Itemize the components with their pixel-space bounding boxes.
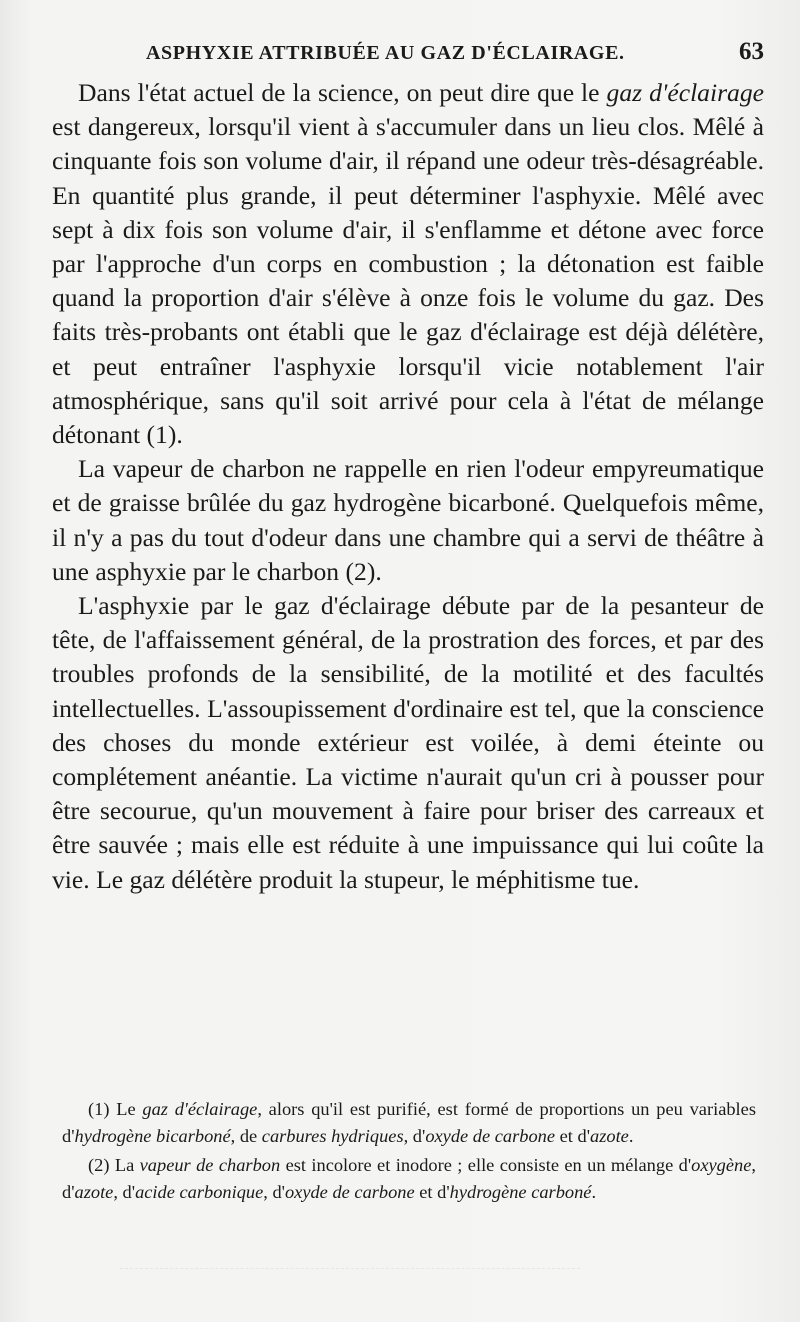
text-run: . — [628, 1125, 634, 1146]
text-run: . — [591, 1181, 597, 1202]
footnote — [62, 1152, 756, 1205]
text-run: , alors qu'il est purifié, est formé de proportions un peu variables d' — [62, 1099, 756, 1146]
paragraph — [52, 589, 764, 897]
text-run: La vapeur de charbon ne rappelle en rien l'odeur empyreumatique et de graisse brûlée du gaz hydrogène bicarboné. Quelquefois même, il n'y a pas du tout d'odeur dans une chambre qui a servi de théâtre à une asphyxie par le charbon (2). — [52, 454, 764, 586]
text-run: , de — [230, 1125, 262, 1146]
footnotes — [62, 1096, 756, 1209]
bleed-through-shadow — [120, 1268, 580, 1287]
text-run: est dangereux, lorsqu'il vient à s'accumuler dans un lieu clos. Mêlé à cinquante fois son volume d'air, il répand une odeur très-désagréable. En quantité plus grande, il peut déterminer l'asphyxie. Mêlé avec sept à dix fois son volume d'air, il s'enflamme et détone avec force par l'approche d'un corps en combustion ; la détonation est faible quand la proportion d'air s'élève à onze fois le volume du gaz. Des faits très-probants ont établi que le gaz d'éclairage est déjà délétère, et peut entraîner l'asphyxie lorsqu'il vicie notablement l'air atmosphérique, sans qu'il soit arrivé pour cela à l'état de mélange détonant (1). — [52, 112, 764, 450]
italic-text: gaz d'éclairage — [142, 1099, 258, 1119]
italic-text: azote — [74, 1181, 114, 1202]
italic-text: azote — [590, 1125, 629, 1146]
paragraph — [52, 76, 764, 452]
text-run: , d' — [62, 1155, 756, 1202]
italic-text: acide carbonique — [135, 1181, 264, 1202]
text-run: (1) Le — [88, 1099, 143, 1119]
text-run: et d' — [555, 1125, 591, 1146]
running-title: ASPHYXIE ATTRIBUÉE AU GAZ D'ÉCLAIRAGE. — [146, 42, 625, 64]
page-number: 63 — [739, 38, 764, 65]
italic-text: hydrogène carboné — [449, 1181, 592, 1202]
footnote — [62, 1096, 756, 1149]
text-run: (2) La — [88, 1155, 140, 1175]
italic-text: carbures hydriques — [261, 1125, 404, 1146]
page-header — [52, 36, 764, 76]
italic-text: hydrogène bicarboné — [74, 1125, 231, 1146]
text-run: L'asphyxie par le gaz d'éclairage débute par de la pesanteur de tête, de l'affaissement général, de la prostration des forces, et par des troubles profonds de la sensibilité, de la motilité et des facultés intellectuelles. L'assoupissement d'ordinaire est tel, que la conscience des choses du monde extérieur est voilée, à demi éteinte ou complétement anéantie. La victime n'aurait qu'un cri à pousser pour être secourue, qu'un mouvement à faire pour briser des carreaux et être sauvée ; mais elle est réduite à une impuissance qui lui coûte la vie. Le gaz délétère produit la stupeur, le méphitisme tue. — [52, 591, 764, 894]
italic-text: gaz d'éclairage — [606, 78, 765, 107]
text-run: est incolore et inodore ; elle consiste en un mélange d' — [280, 1155, 692, 1175]
body-text — [52, 76, 764, 897]
text-run: , d' — [403, 1125, 426, 1146]
italic-text: vapeur de charbon — [139, 1155, 281, 1175]
text-run: , d' — [263, 1181, 285, 1202]
paragraph — [52, 452, 764, 589]
text-run: et d' — [414, 1181, 450, 1202]
text-run: , d' — [113, 1181, 136, 1202]
italic-text: oxyde de carbone — [284, 1181, 415, 1202]
italic-text: oxygène — [691, 1155, 752, 1175]
italic-text: oxyde de carbone — [425, 1125, 556, 1146]
text-run: Dans l'état actuel de la science, on peut dire que le — [78, 78, 607, 107]
